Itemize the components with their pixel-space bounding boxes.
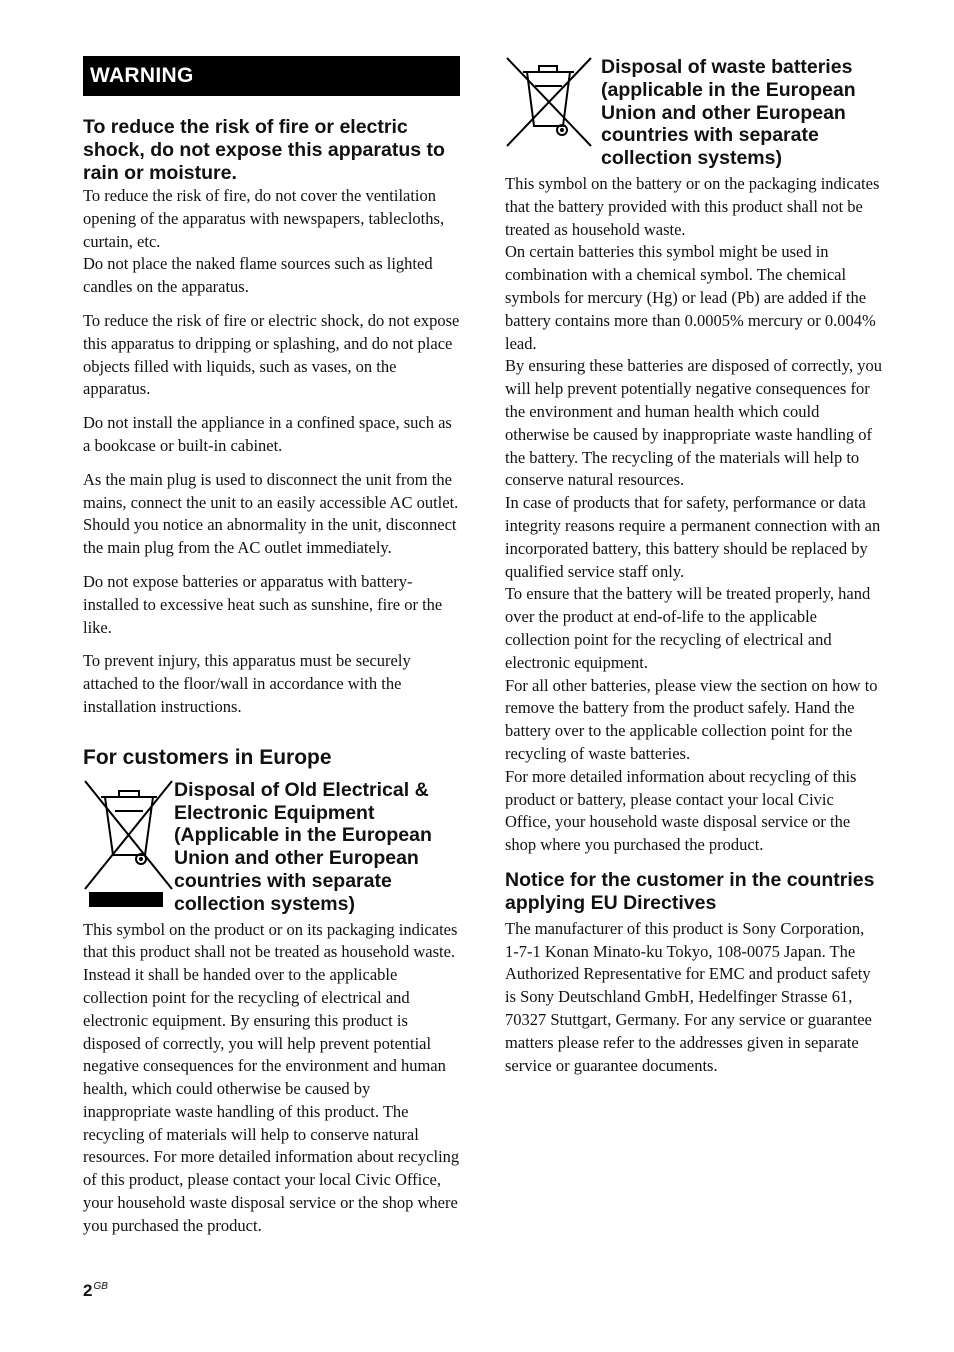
weee-title: Disposal of Old Electrical & Electronic Equipment (Applicable in the European Union and other European countries with separate collection systems): [174, 778, 432, 915]
page-number: [83, 1281, 108, 1301]
battery-body: [505, 173, 882, 857]
warning-heading: To reduce the risk of fire or electric shock, do not expose this apparatus to rain or moisture.: [83, 116, 445, 184]
battery-paragraph: On certain batteries this symbol might be used in combination with a chemical symbol. The chemical symbols for mercury (Hg) or lead (Pb) are added if the battery contains more than 0.0005% mercury or 0.004% lead.: [505, 242, 876, 353]
battery-paragraph: For more detailed information about recycling of this product or battery, please contact your local Civic Office, your household waste disposal service or the shop where you purchased the product.: [505, 766, 857, 855]
warning-body: [83, 185, 460, 719]
warning-banner: [83, 56, 460, 96]
battery-paragraph: By ensuring these batteries are disposed of correctly, you will help prevent potentially negative consequences for the environment and human health which could otherwise be caused by inappropriate waste handling of the battery. The recycling of the materials will help to conserve natural resources.: [505, 356, 882, 490]
battery-block: [505, 56, 882, 170]
battery-paragraph: To ensure that the battery will be treated properly, hand over the product at end-of-life to the applicable collection point for the recycling of electrical and electronic equipment.: [505, 584, 871, 672]
eu-notice-heading: Notice for the customer in the countries applying EU Directives: [505, 868, 875, 914]
warning-paragraph: As the main plug is used to disconnect the unit from the mains, connect the unit to an easily accessible AC outlet. Should you notice an abnormality in the unit, disconnect the main plug from the AC outlet immediately.: [83, 469, 459, 558]
warning-paragraph: To reduce the risk of fire or electric shock, do not expose this apparatus to dripping or splashing, and do not place objects filled with liquids, such as vases, on the apparatus.: [83, 310, 460, 399]
eu-notice-text: The manufacturer of this product is Sony Corporation, 1-7-1 Konan Minato-ku Tokyo, 108-0075 Japan. The Authorized Representative for EMC and product safety is Sony Deutschland GmbH, Hedelfinger Strasse 61, 70327 Stuttgart, Germany. For any service or guarantee matters please refer to the addresses given in separate service or guarantee documents.: [505, 918, 872, 1075]
battery-paragraph: In case of products that for safety, performance or data integrity reasons require a permanent connection with an incorporated battery, this battery should be replaced by qualified service staff only.: [505, 493, 881, 581]
page-number-value: 2: [83, 1281, 93, 1300]
crossed-out-wheelie-bin-icon: [83, 779, 174, 916]
europe-heading: For customers in Europe: [83, 745, 332, 769]
weee-text: This symbol on the product or on its packaging indicates that this product shall not be treated as household waste. Instead it shall be handed over to the applicable collection point for the recycling of electrical and electronic equipment. By ensuring this product is disposed of correctly, you will help prevent potential negative consequences for the environment and human health, which could otherwise be caused by inappropriate waste handling of this product. The recycling of materials will help to conserve natural resources. For more detailed information about recycling of this product, please contact your local Civic Office, your household waste disposal service or the shop where you purchased the product.: [83, 919, 460, 1235]
battery-paragraph: For all other batteries, please view the section on how to remove the battery from the product safely. Hand the battery over to the applicable collection point for the recycling of waste batteries.: [505, 675, 878, 763]
battery-title: Disposal of waste batteries (applicable in the European Union and other European countries with separate collection systems): [601, 56, 856, 170]
battery-paragraph: This symbol on the battery or on the packaging indicates that the battery provided with this product shall not be treated as household waste.: [505, 173, 880, 239]
warning-paragraph: Do not place the naked flame sources such as lighted candles on the apparatus.: [83, 254, 433, 297]
warning-label: WARNING: [90, 64, 194, 87]
warning-paragraph: Do not expose batteries or apparatus with battery-installed to excessive heat such as sunshine, fire or the like.: [83, 571, 443, 637]
crossed-out-wheelie-bin-icon: [505, 56, 601, 170]
warning-paragraph: To reduce the risk of fire, do not cover the ventilation opening of the apparatus with newspapers, tablecloths, curtain, etc.: [83, 186, 445, 251]
weee-black-bar: [89, 892, 163, 907]
warning-paragraph: Do not install the appliance in a confined space, such as a bookcase or built-in cabinet.: [83, 413, 452, 455]
warning-paragraph: To prevent injury, this apparatus must be securely attached to the floor/wall in accordance with the installation instructions.: [83, 651, 411, 716]
page-number-suffix: GB: [93, 1281, 108, 1293]
right-column: [505, 56, 882, 1077]
weee-block: [83, 779, 460, 916]
left-column: [83, 56, 460, 1238]
